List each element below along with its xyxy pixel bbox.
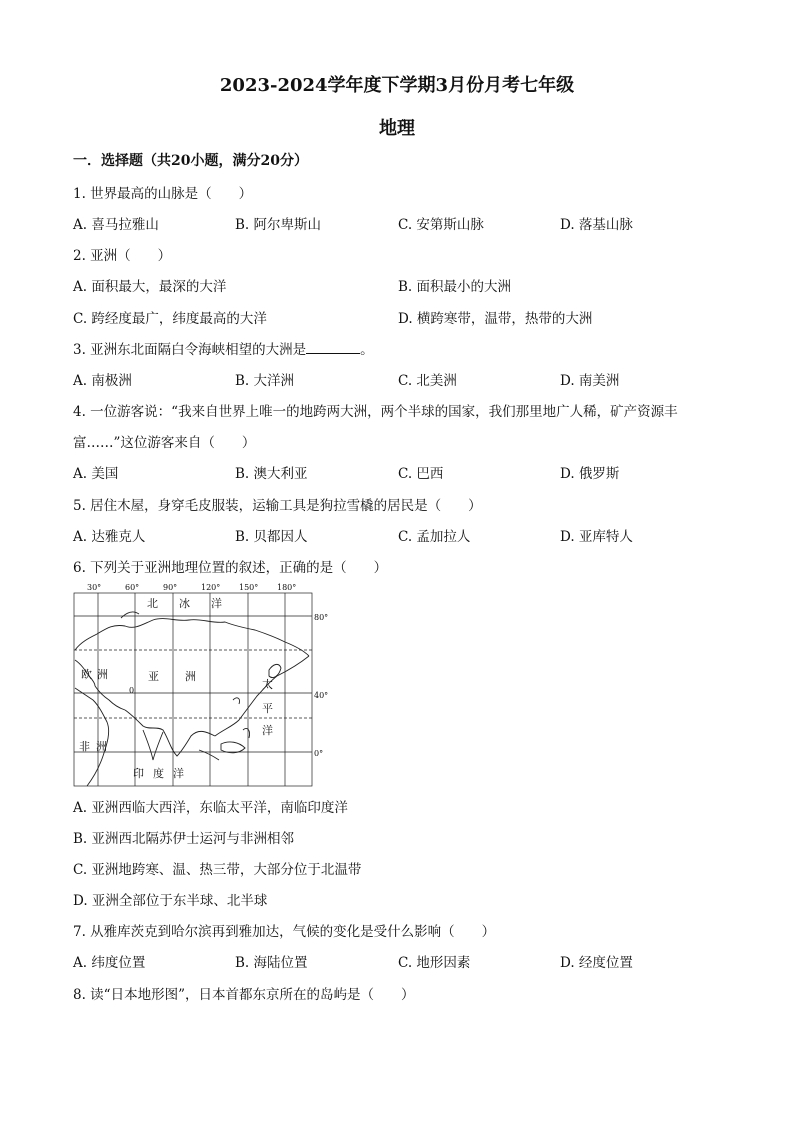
map-lon-label-180: 180°	[277, 583, 297, 592]
q3-option-a[interactable]: A. 南极洲	[73, 373, 132, 389]
exam-subject: 地理	[379, 118, 415, 139]
asia-southwest-coast	[95, 686, 125, 710]
q1-option-b[interactable]: B. 阿尔卑斯山	[235, 217, 322, 233]
map-zero-mark: 0	[129, 686, 135, 695]
map-grid	[74, 593, 312, 786]
indian-ocean-label-1: 印	[133, 767, 144, 780]
europe-label-2: 洲	[97, 668, 108, 681]
novaya-zemlya	[121, 612, 139, 618]
q5-option-a[interactable]: A. 达雅克人	[73, 529, 146, 545]
europe-label-1: 欧	[81, 668, 92, 681]
question-7-options	[73, 951, 733, 971]
q6-option-d[interactable]: D. 亚洲全部位于东半球、北半球	[73, 893, 268, 909]
arctic-ocean-label-3: 洋	[211, 597, 222, 610]
q6-option-c[interactable]: C. 亚洲地跨寒、温、热三带，大部分位于北温带	[73, 862, 362, 878]
africa-label-2: 洲	[96, 740, 107, 753]
q6-option-b[interactable]: B. 亚洲西北隔苏伊士运河与非洲相邻	[73, 831, 295, 847]
question-8-stem: 8. 读“日本地形图”，日本首都东京所在的岛屿是（ ）	[73, 987, 415, 1003]
q3-option-b[interactable]: B. 大洋洲	[235, 373, 295, 389]
q1-option-c[interactable]: C. 安第斯山脉	[398, 217, 484, 233]
question-3-options	[73, 369, 733, 389]
arctic-ocean-label-2: 冰	[179, 597, 190, 610]
exam-title: 2023-2024学年度下学期3月份月考七年级	[219, 75, 575, 96]
pacific-ocean-label-2: 平	[262, 702, 273, 715]
q3-stem-text: 3. 亚洲东北面隔白令海峡相望的大洲是	[73, 342, 307, 358]
q1-option-a[interactable]: A. 喜马拉雅山	[73, 217, 159, 233]
q2-option-a[interactable]: A. 面积最大，最深的大洋	[73, 279, 227, 295]
q1-option-d[interactable]: D. 落基山脉	[560, 217, 633, 233]
q5-option-b[interactable]: B. 贝都因人	[235, 529, 308, 545]
asia-north-coast	[75, 619, 309, 656]
taiwan	[233, 698, 240, 704]
q3-stem-end: 。	[360, 342, 374, 358]
q3-answer-blank[interactable]	[306, 341, 360, 354]
q7-option-c[interactable]: C. 地形因素	[398, 955, 471, 971]
q6-option-a[interactable]: A. 亚洲西临大西洋，东临太平洋，南临印度洋	[73, 800, 348, 816]
q2-option-c[interactable]: C. 跨经度最广，纬度最高的大洋	[73, 311, 267, 327]
japan-islands	[269, 664, 281, 677]
asia-label-2: 洲	[185, 670, 196, 683]
arctic-ocean-label-1: 北	[147, 597, 158, 610]
question-4-stem-line1: 4. 一位游客说：“我来自世界上唯一的地跨两大洲，两个半球的国家，我们那里地广人稀，矿产资源丰	[73, 404, 678, 420]
pacific-ocean-label-3: 洋	[262, 724, 273, 737]
philippines	[243, 728, 250, 738]
question-4-stem-line2: 富……”这位游客来自（ ）	[73, 435, 256, 451]
indian-ocean-label-3: 洋	[173, 767, 184, 780]
q5-option-c[interactable]: C. 孟加拉人	[398, 529, 471, 545]
borneo	[221, 742, 245, 753]
indian-ocean-label-2: 度	[153, 767, 164, 780]
map-lon-label-30: 30°	[87, 583, 102, 592]
map-lat-label-80: 80°	[314, 613, 329, 622]
map-lat-label-0: 0°	[314, 749, 324, 758]
question-2-options-row2	[73, 307, 733, 327]
question-5-options	[73, 525, 733, 545]
section-heading: 一．选择题（共20小题，满分20分）	[73, 153, 308, 169]
q5-option-d[interactable]: D. 亚库特人	[560, 529, 633, 545]
map-lon-label-60: 60°	[125, 583, 140, 592]
question-1-options	[73, 213, 733, 233]
map-lon-label-90: 90°	[163, 583, 178, 592]
question-1-stem: 1. 世界最高的山脉是（ ）	[73, 186, 253, 202]
coastlines	[75, 612, 309, 786]
question-2-stem: 2. 亚洲（ ）	[73, 248, 172, 264]
q7-option-a[interactable]: A. 纬度位置	[73, 955, 146, 971]
question-6-stem: 6. 下列关于亚洲地理位置的叙述，正确的是（ ）	[73, 560, 388, 576]
asia-south-coast	[125, 710, 215, 756]
question-7-stem: 7. 从雅库茨克到哈尔滨再到雅加达，气候的变化是受什么影响（ ）	[73, 924, 496, 940]
q4-option-a[interactable]: A. 美国	[73, 466, 119, 482]
sumatra	[199, 750, 219, 760]
map-lon-label-120: 120°	[201, 583, 221, 592]
q4-option-d[interactable]: D. 俄罗斯	[560, 466, 620, 482]
india-peninsula	[143, 730, 163, 760]
africa-coast	[75, 688, 109, 786]
map-lat-label-40: 40°	[314, 691, 329, 700]
q4-option-c[interactable]: C. 巴西	[398, 466, 444, 482]
question-4-options	[73, 462, 733, 482]
asia-location-map	[73, 580, 333, 792]
map-region-labels	[79, 596, 273, 780]
asia-label-1: 亚	[148, 670, 159, 683]
africa-label-1: 非	[79, 740, 90, 753]
q7-option-b[interactable]: B. 海陆位置	[235, 955, 308, 971]
map-lon-label-150: 150°	[239, 583, 259, 592]
question-3-stem	[73, 338, 374, 358]
q2-option-b[interactable]: B. 面积最小的大洲	[398, 279, 512, 295]
question-2-options-row1	[73, 275, 733, 295]
q7-option-d[interactable]: D. 经度位置	[560, 955, 633, 971]
q4-option-b[interactable]: B. 澳大利亚	[235, 466, 308, 482]
pacific-ocean-label-1: 太	[262, 678, 273, 691]
map-frame	[74, 593, 312, 786]
q3-option-d[interactable]: D. 南美洲	[560, 373, 620, 389]
q3-option-c[interactable]: C. 北美洲	[398, 373, 457, 389]
question-5-stem: 5. 居住木屋，身穿毛皮服装，运输工具是狗拉雪橇的居民是（ ）	[73, 498, 482, 514]
q2-option-d[interactable]: D. 横跨寒带，温带，热带的大洲	[398, 311, 593, 327]
